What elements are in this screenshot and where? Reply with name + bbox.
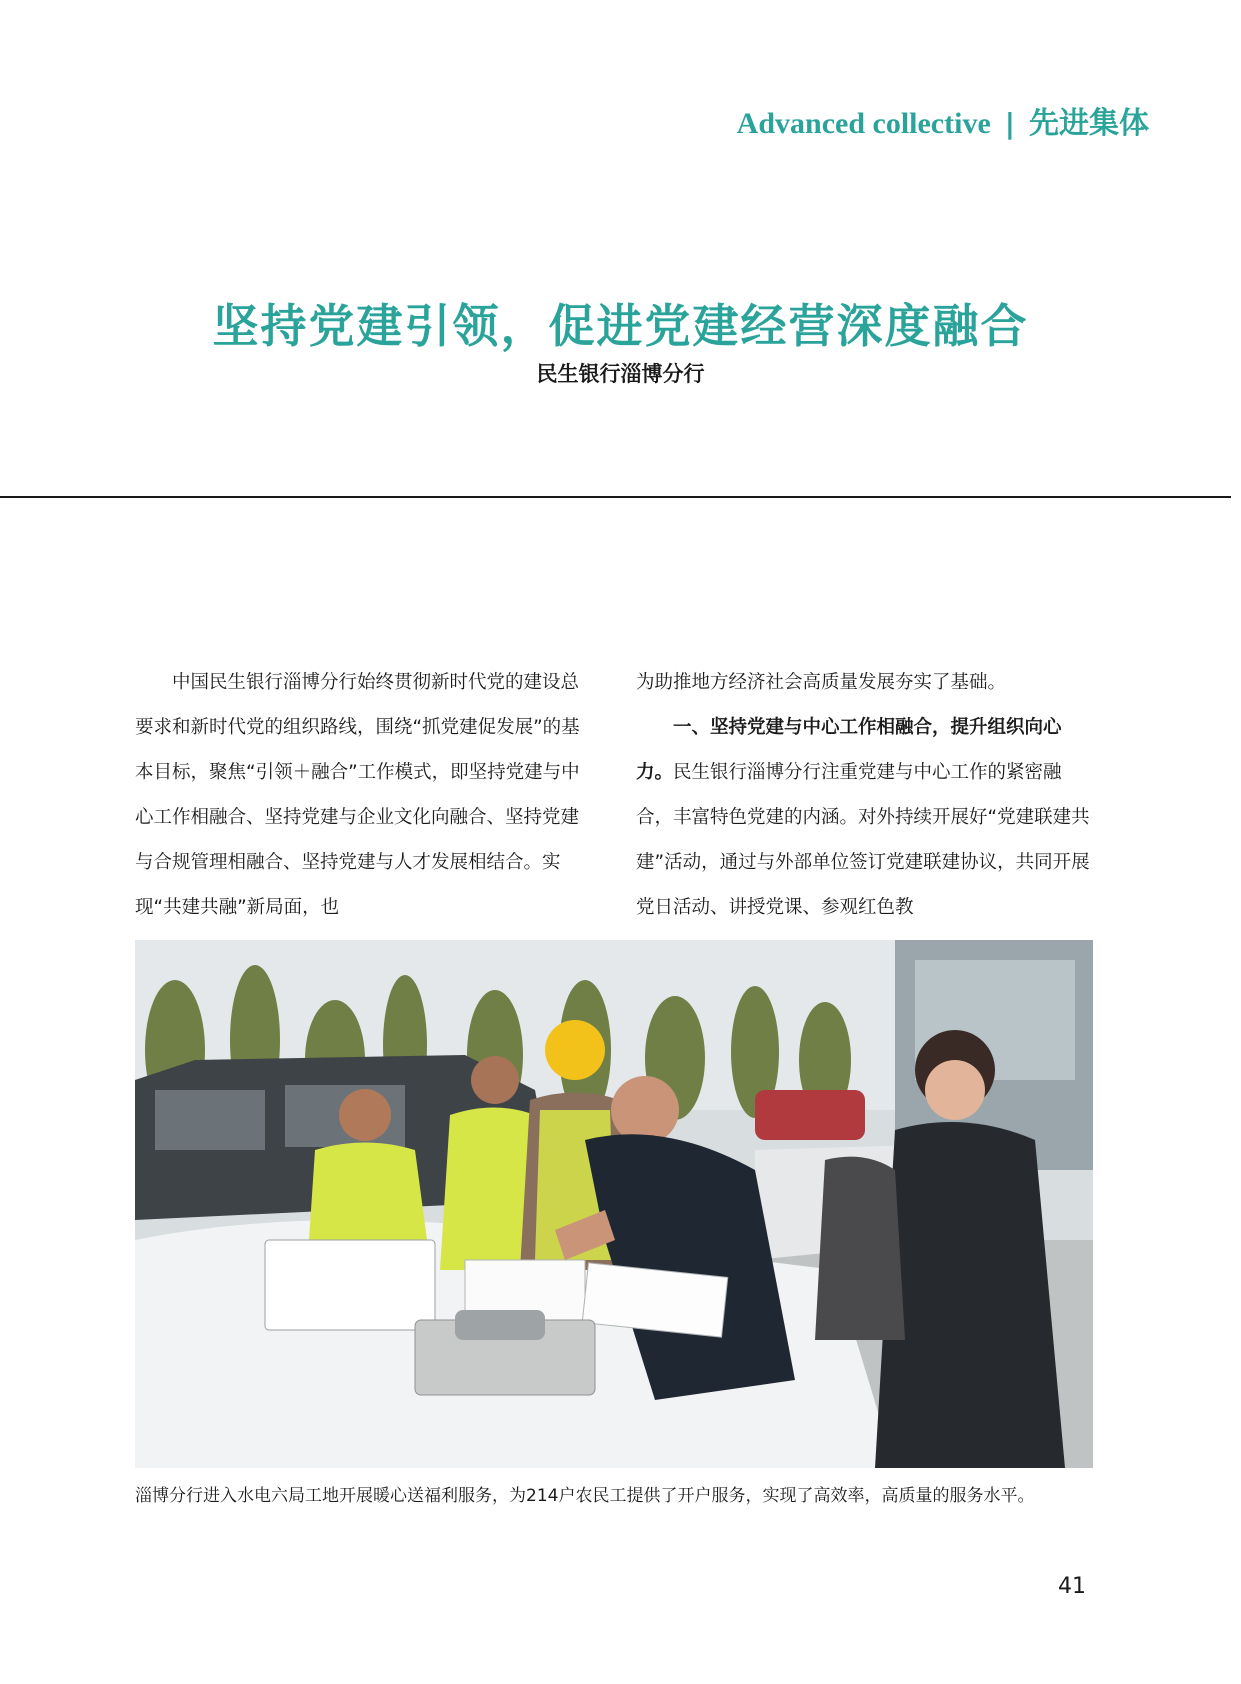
paragraph-continuation: 为助推地方经济社会高质量发展夯实了基础。	[636, 672, 1007, 693]
section-header-english: Advanced collective	[736, 107, 991, 140]
article-photo	[135, 940, 1093, 1468]
paragraph-section-one	[636, 705, 1098, 930]
article-author: 民生银行淄博分行	[536, 362, 705, 386]
paragraph-intro: 中国民生银行淄博分行始终贯彻新时代党的建设总要求和新时代党的组织路线，围绕“抓党建促发展”的基本目标，聚焦“引领＋融合”工作模式，即坚持党建与中心工作相融合、坚持党建与企业文化向融合、坚持党建与合规管理相融合、坚持党建与人才发展相结合。实现“共建共融”新局面，也	[135, 672, 580, 918]
right-column	[636, 660, 1098, 930]
section-body: 民生银行淄博分行注重党建与中心工作的紧密融合，丰富特色党建的内涵。对外持续开展好“党建联建共建”活动，通过与外部单位签订党建联建协议，共同开展党日活动、讲授党课、参观红色教	[636, 762, 1090, 918]
section-header-chinese: 先进集体	[1029, 106, 1149, 141]
page-number: 41	[1058, 1574, 1086, 1599]
section-header	[737, 98, 1149, 142]
section-header-separator: |	[1004, 107, 1015, 140]
header-divider	[0, 496, 1231, 498]
article-title: 坚持党建引领，促进党建经营深度融合	[212, 299, 1029, 353]
left-column	[135, 660, 597, 930]
photo-illustration	[135, 940, 1093, 1468]
photo-caption: 淄博分行进入水电六局工地开展暖心送福利服务，为214户农民工提供了开户服务，实现了高效率，高质量的服务水平。	[135, 1486, 1035, 1506]
section-heading: 一、坚持党建与中心工作相融合，提升组织向心力。	[636, 717, 1062, 783]
